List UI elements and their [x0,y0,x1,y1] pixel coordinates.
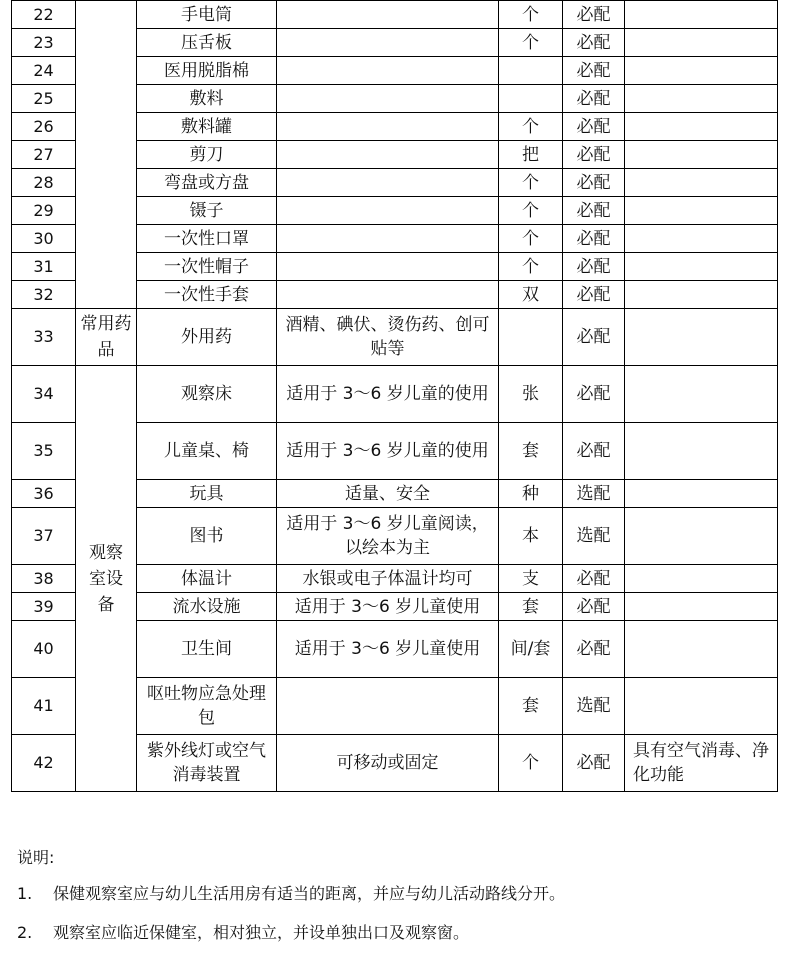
item-note [625,366,778,423]
row-number: 24 [12,57,76,85]
item-unit: 种 [499,480,563,508]
item-requirement: 必配 [563,253,625,281]
item-description: 适用于 3～6 岁儿童的使用 [277,366,499,423]
item-unit: 个 [499,253,563,281]
item-name: 观察床 [137,366,277,423]
table-row [12,309,778,366]
row-number: 26 [12,113,76,141]
item-note [625,225,778,253]
item-unit: 个 [499,225,563,253]
item-note [625,480,778,508]
item-unit [499,309,563,366]
row-number: 42 [12,735,76,792]
item-unit: 个 [499,169,563,197]
row-number: 25 [12,85,76,113]
item-description: 适量、安全 [277,480,499,508]
item-description [277,169,499,197]
item-note [625,197,778,225]
item-requirement: 选配 [563,480,625,508]
item-description: 可移动或固定 [277,735,499,792]
item-unit: 套 [499,593,563,621]
item-description: 适用于 3～6 岁儿童阅读，以绘本为主 [277,508,499,565]
item-name: 医用脱脂棉 [137,57,277,85]
item-requirement: 必配 [563,621,625,678]
item-name: 剪刀 [137,141,277,169]
item-requirement: 必配 [563,366,625,423]
item-note [625,1,778,29]
item-name: 玩具 [137,480,277,508]
item-name: 外用药 [137,309,277,366]
table-row [12,1,778,29]
row-number: 36 [12,480,76,508]
row-number: 32 [12,281,76,309]
item-note: 具有空气消毒、净化功能 [625,735,778,792]
row-number: 34 [12,366,76,423]
item-requirement: 选配 [563,678,625,735]
notes-section [17,848,787,962]
item-note [625,508,778,565]
row-number: 37 [12,508,76,565]
item-note [625,113,778,141]
equipment-table [11,0,778,792]
item-name: 一次性手套 [137,281,277,309]
item-description [277,57,499,85]
note-text: 保健观察室应与幼儿生活用房有适当的距离，并应与幼儿活动路线分开。 [53,884,566,903]
item-note [625,85,778,113]
item-requirement: 必配 [563,225,625,253]
item-requirement: 必配 [563,57,625,85]
category-cell-empty [76,1,137,309]
item-unit: 个 [499,1,563,29]
notes-title: 说明: [17,848,55,867]
item-requirement: 选配 [563,508,625,565]
item-requirement: 必配 [563,197,625,225]
item-note [625,141,778,169]
item-description [277,141,499,169]
row-number: 23 [12,29,76,57]
note-item [17,923,787,943]
item-name: 敷料罐 [137,113,277,141]
note-index: 2. [17,923,33,942]
item-requirement: 必配 [563,735,625,792]
row-number: 40 [12,621,76,678]
item-description: 水银或电子体温计均可 [277,565,499,593]
item-description [277,281,499,309]
item-description: 适用于 3～6 岁儿童使用 [277,621,499,678]
item-requirement: 必配 [563,113,625,141]
row-number: 31 [12,253,76,281]
item-note [625,309,778,366]
item-requirement: 必配 [563,1,625,29]
row-number: 35 [12,423,76,480]
item-unit: 套 [499,678,563,735]
item-description [277,1,499,29]
item-unit: 个 [499,113,563,141]
item-note [625,281,778,309]
item-note [625,565,778,593]
item-requirement: 必配 [563,309,625,366]
item-name: 呕吐物应急处理包 [137,678,277,735]
item-requirement: 必配 [563,29,625,57]
item-requirement: 必配 [563,141,625,169]
item-note [625,621,778,678]
item-note [625,57,778,85]
item-requirement: 必配 [563,565,625,593]
item-requirement: 必配 [563,593,625,621]
item-name: 一次性口罩 [137,225,277,253]
row-number: 41 [12,678,76,735]
row-number: 33 [12,309,76,366]
row-number: 27 [12,141,76,169]
note-text: 观察室应临近保健室，相对独立，并设单独出口及观察窗。 [53,923,470,942]
item-note [625,169,778,197]
category-cell-common-drugs: 常用药品 [76,309,137,366]
item-unit: 把 [499,141,563,169]
item-name: 紫外线灯或空气消毒装置 [137,735,277,792]
item-unit: 支 [499,565,563,593]
row-number: 28 [12,169,76,197]
item-name: 体温计 [137,565,277,593]
item-unit: 张 [499,366,563,423]
row-number: 29 [12,197,76,225]
item-unit: 套 [499,423,563,480]
item-description [277,678,499,735]
item-name: 一次性帽子 [137,253,277,281]
item-name: 儿童桌、椅 [137,423,277,480]
item-unit: 个 [499,735,563,792]
item-unit: 本 [499,508,563,565]
item-unit [499,57,563,85]
note-item [17,884,787,904]
item-description [277,85,499,113]
item-note [625,253,778,281]
item-description [277,197,499,225]
item-note [625,678,778,735]
row-number: 39 [12,593,76,621]
item-name: 弯盘或方盘 [137,169,277,197]
item-description: 适用于 3～6 岁儿童的使用 [277,423,499,480]
item-name: 图书 [137,508,277,565]
item-name: 镊子 [137,197,277,225]
row-number: 22 [12,1,76,29]
item-requirement: 必配 [563,281,625,309]
item-name: 压舌板 [137,29,277,57]
item-name: 手电筒 [137,1,277,29]
item-description [277,113,499,141]
item-note [625,423,778,480]
item-unit: 个 [499,197,563,225]
note-index: 1. [17,884,33,903]
item-name: 敷料 [137,85,277,113]
row-number: 30 [12,225,76,253]
item-description: 适用于 3～6 岁儿童使用 [277,593,499,621]
item-unit: 个 [499,29,563,57]
item-unit: 间/套 [499,621,563,678]
item-note [625,29,778,57]
item-requirement: 必配 [563,169,625,197]
table-row [12,366,778,423]
item-unit: 双 [499,281,563,309]
item-description [277,29,499,57]
item-name: 流水设施 [137,593,277,621]
item-unit [499,85,563,113]
item-requirement: 必配 [563,423,625,480]
category-cell-observation-equipment: 观察室设备 [76,366,137,792]
item-description [277,253,499,281]
item-description: 酒精、碘伏、烫伤药、创可贴等 [277,309,499,366]
row-number: 38 [12,565,76,593]
item-name: 卫生间 [137,621,277,678]
item-requirement: 必配 [563,85,625,113]
item-description [277,225,499,253]
item-note [625,593,778,621]
